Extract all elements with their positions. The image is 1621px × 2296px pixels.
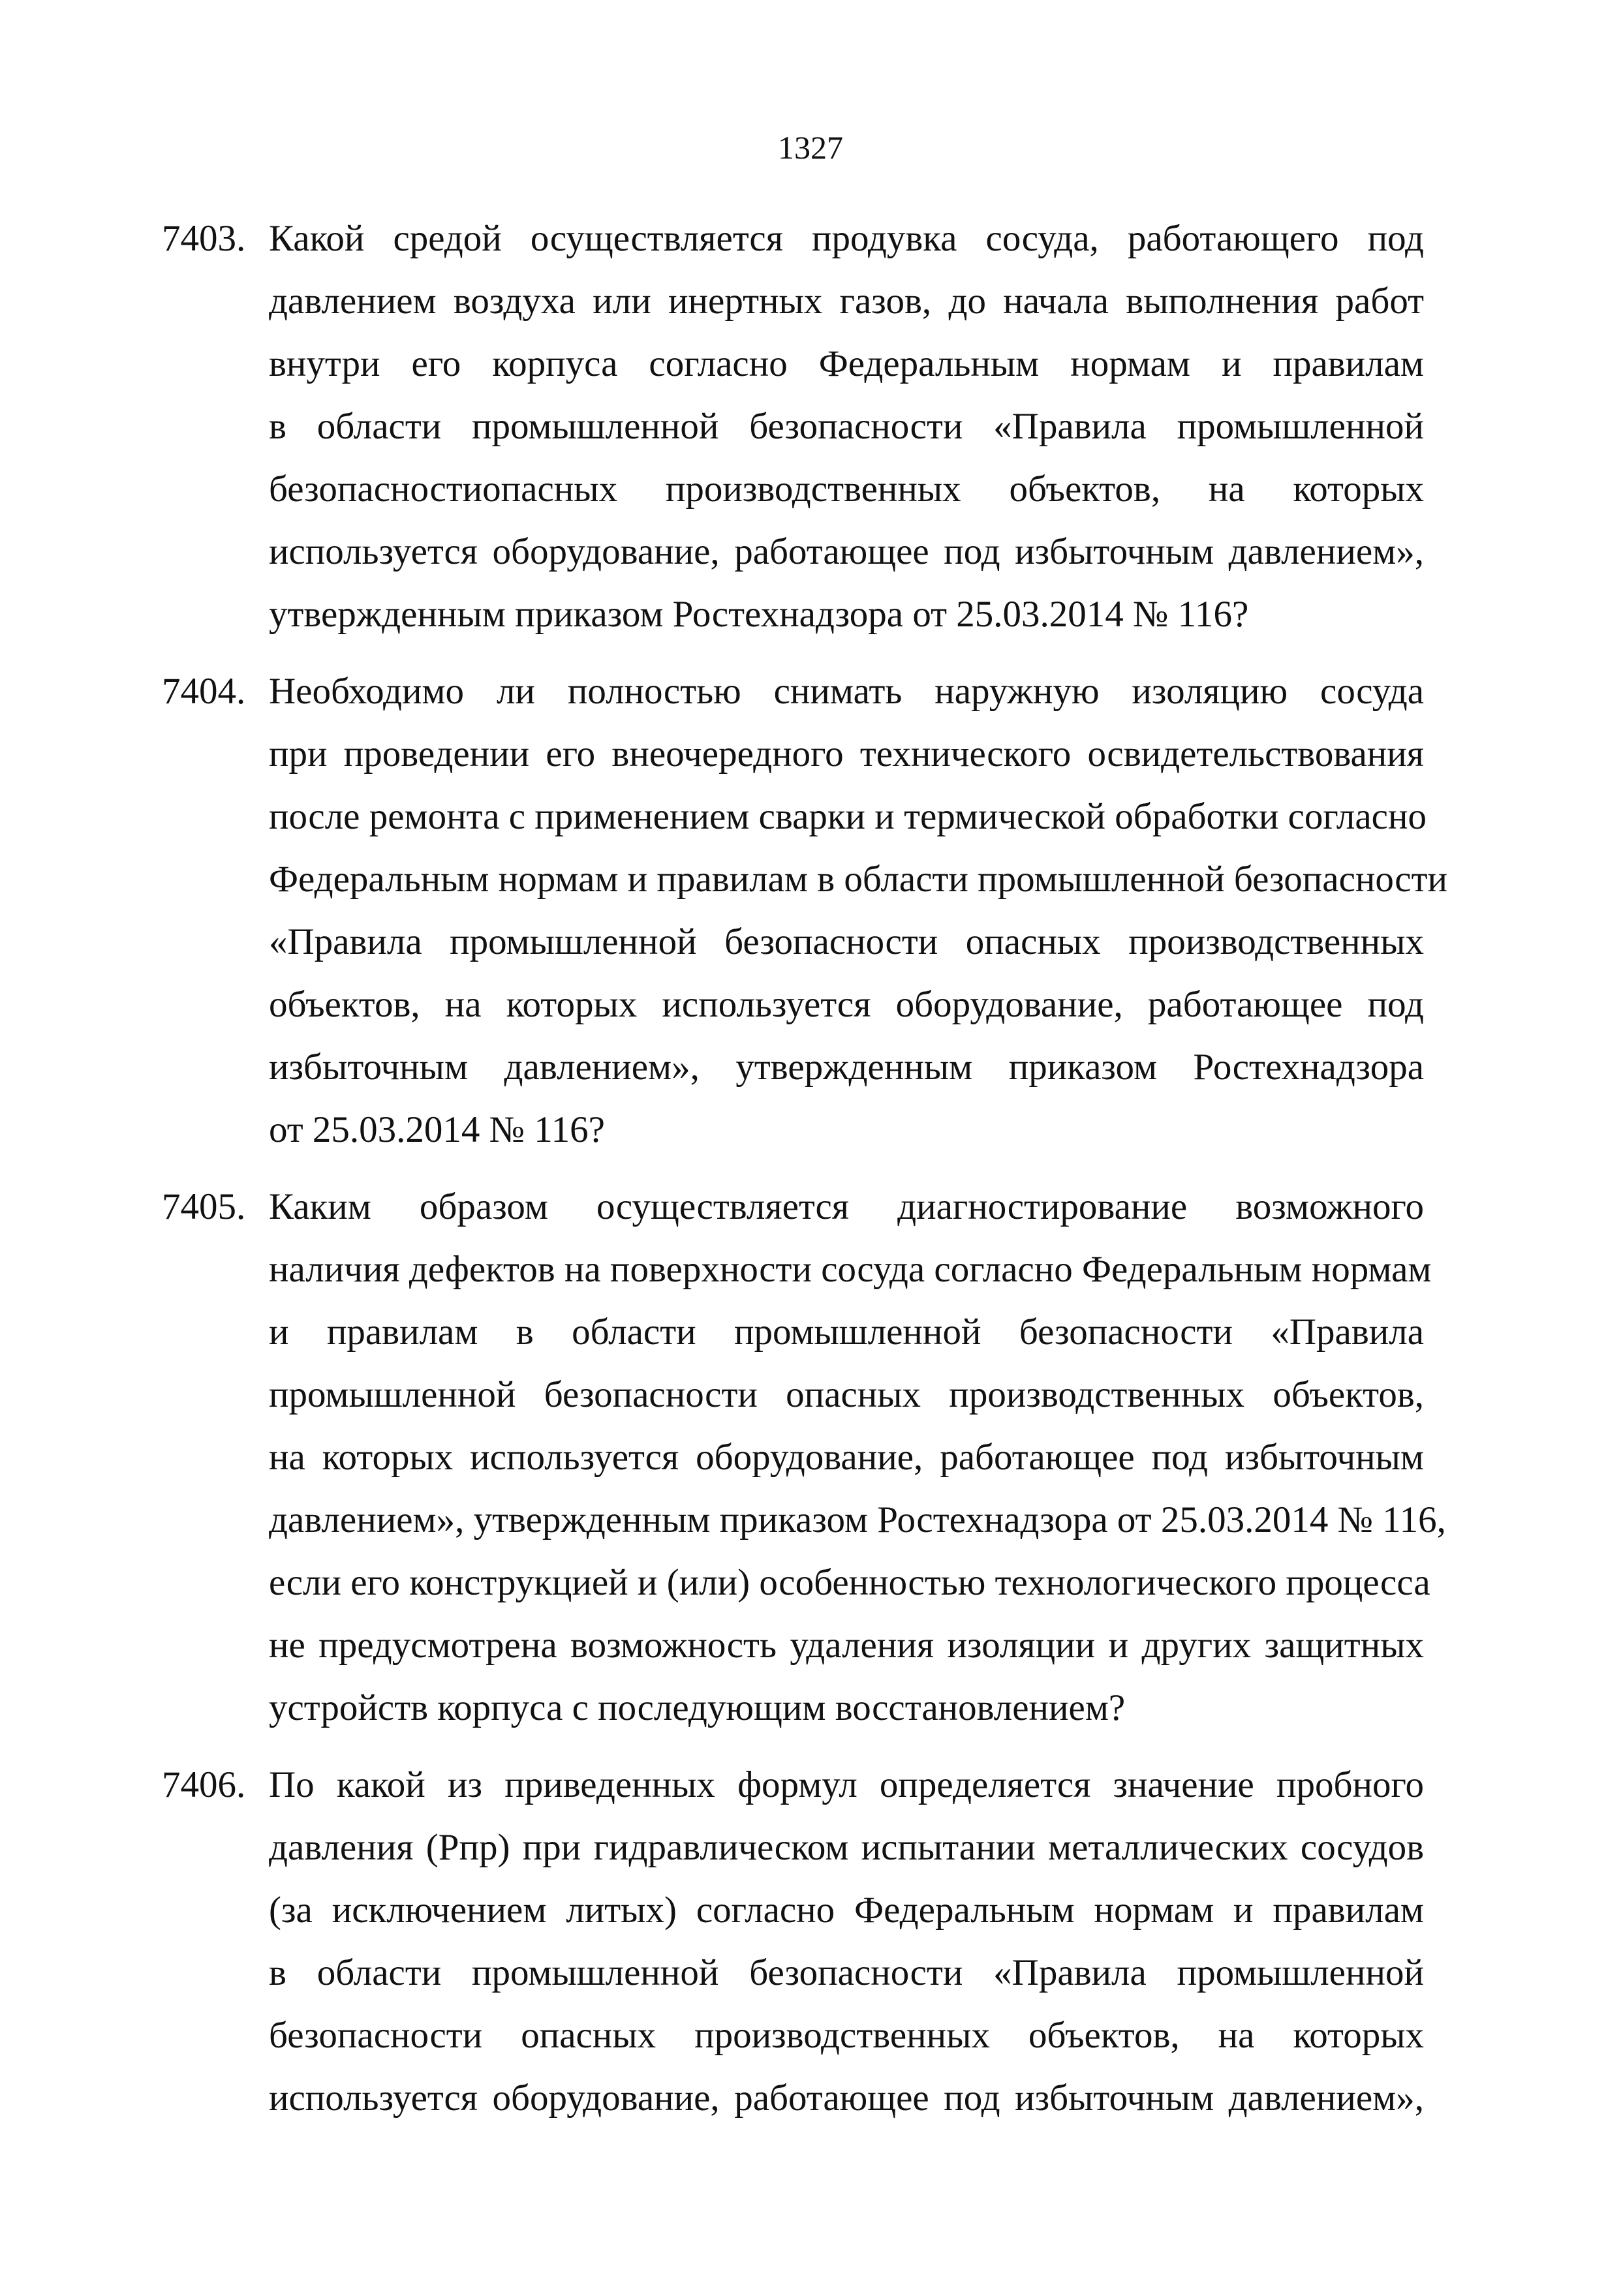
text-line: давлением воздуха или инертных газов, до начала выполнения работ <box>269 281 1424 322</box>
text-line: при проведении его внеочередного технического освидетельствования <box>269 733 1424 774</box>
text-line: «Правила промышленной безопасности опасных производственных <box>269 921 1424 962</box>
question-text <box>269 1176 1446 1739</box>
text-line: давления (Рпр) при гидравлическом испытании металлических сосудов <box>269 1827 1424 1868</box>
text-line: от 25.03.2014 № 116? <box>269 1109 605 1150</box>
text-line: в области промышленной безопасности «Правила промышленной <box>269 406 1424 447</box>
questions-list <box>162 207 1448 2144</box>
text-line: Необходимо ли полностью снимать наружную изоляцию сосуда <box>269 671 1424 712</box>
question-number: 7406. <box>162 1764 246 1805</box>
text-line: Федеральным нормам и правилам в области промышленной безопасности <box>269 859 1448 900</box>
question-7405 <box>162 1176 1446 1739</box>
question-7403 <box>162 207 1424 646</box>
text-line: утвержденным приказом Ростехнадзора от 25.03.2014 № 116? <box>269 594 1249 635</box>
question-text <box>269 207 1424 646</box>
text-line: на которых используется оборудование, работающее под избыточным <box>269 1437 1424 1478</box>
text-line: промышленной безопасности опасных производственных объектов, <box>269 1374 1424 1415</box>
text-line: используется оборудование, работающее под избыточным давлением», <box>269 531 1424 572</box>
text-line: (за исключением литых) согласно Федеральным нормам и правилам <box>269 1890 1424 1931</box>
text-line: По какой из приведенных формул определяется значение пробного <box>269 1764 1424 1805</box>
question-number: 7403. <box>162 218 246 259</box>
text-line: Какой средой осуществляется продувка сосуда, работающего под <box>269 218 1424 259</box>
question-text <box>269 1754 1424 2130</box>
text-line: давлением», утвержденным приказом Ростехнадзора от 25.03.2014 № 116, <box>269 1499 1446 1540</box>
text-line: объектов, на которых используется оборудование, работающее под <box>269 984 1424 1025</box>
text-line: используется оборудование, работающее под избыточным давлением», <box>269 2077 1424 2119</box>
question-7404 <box>162 660 1448 1161</box>
text-line: наличия дефектов на поверхности сосуда согласно Федеральным нормам <box>269 1249 1432 1290</box>
question-number: 7405. <box>162 1186 246 1227</box>
text-line: безопасностиопасных производственных объектов, на которых <box>269 468 1424 510</box>
question-text <box>269 660 1448 1161</box>
text-line: Каким образом осуществляется диагностирование возможного <box>269 1186 1424 1227</box>
text-line: если его конструкцией и (или) особенностью технологического процесса <box>269 1562 1430 1603</box>
question-number: 7404. <box>162 671 246 712</box>
text-line: не предусмотрена возможность удаления изоляции и других защитных <box>269 1625 1424 1666</box>
question-7406 <box>162 1754 1424 2130</box>
text-line: безопасности опасных производственных объектов, на которых <box>269 2015 1424 2056</box>
text-line: в области промышленной безопасности «Правила промышленной <box>269 1952 1424 1993</box>
text-line: после ремонта с применением сварки и термической обработки согласно <box>269 796 1427 837</box>
text-line: устройств корпуса с последующим восстановлением? <box>269 1687 1126 1728</box>
page-number: 1327 <box>778 129 843 166</box>
text-line: внутри его корпуса согласно Федеральным нормам и правилам <box>269 343 1424 384</box>
text-line: избыточным давлением», утвержденным приказом Ростехнадзора <box>269 1047 1424 1088</box>
text-line: и правилам в области промышленной безопасности «Правила <box>269 1311 1424 1353</box>
